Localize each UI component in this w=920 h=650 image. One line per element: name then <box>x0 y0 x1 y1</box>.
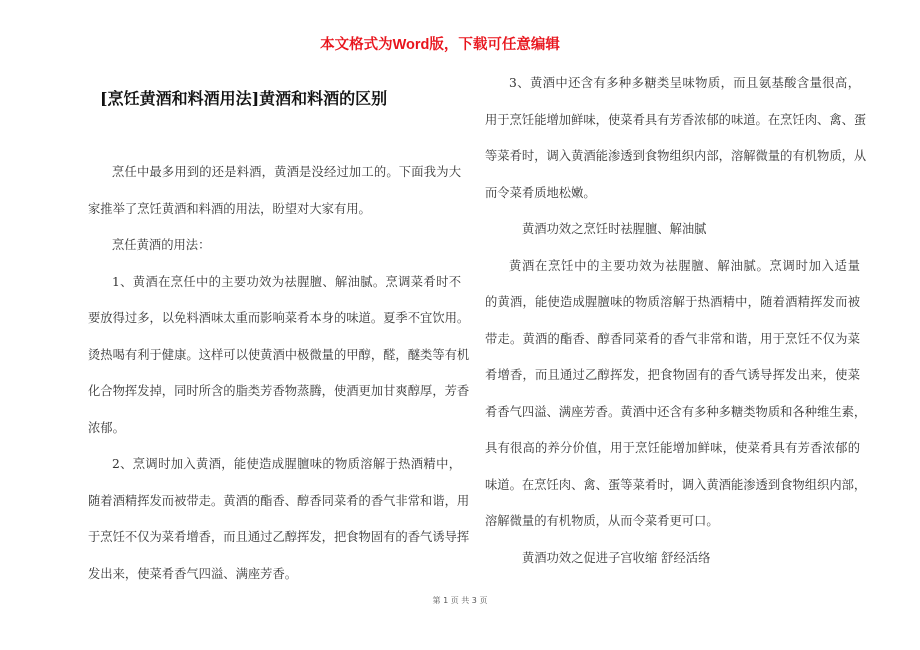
text-line: 黄酒功效之烹饪时祛腥膻、解油腻 <box>522 222 707 236</box>
text-line: 黄酒在烹饪中的主要功效为祛腥膻、解油腻。烹调时加入适量 <box>509 258 860 273</box>
text-line: 溶解微量的有机物质，从而令菜肴更可口。 <box>485 514 719 528</box>
text-line: 烫热喝有利于健康。这样可以使黄酒中极微量的甲醇，醛，醚类等有机 <box>88 347 470 362</box>
section-heading <box>485 540 860 577</box>
text-line: 肴增香，而且通过乙醇挥发，把食物固有的香气诱导挥发出来，使菜 <box>485 368 860 382</box>
paragraph <box>88 227 461 264</box>
text-line: 黄酒功效之促进子宫收缩 舒经活络 <box>522 550 711 565</box>
text-line: 发出来，使菜肴香气四溢、满座芳香。 <box>88 566 298 581</box>
paragraph <box>88 446 470 592</box>
text-line: 要放得过多，以免料酒味太重而影响菜肴本身的味道。夏季不宜饮用。 <box>88 311 470 325</box>
text-line: 烹任黄酒的用法： <box>112 238 211 252</box>
text-line: 肴香气四溢、满座芳香。黄酒中还含有多种多糖类物质和各种维生素， <box>485 404 867 419</box>
text-line: 味道。在烹饪肉、禽、蛋等菜肴时，调入黄酒能渗透到食物组织内部， <box>485 477 867 492</box>
paragraph <box>88 264 470 447</box>
text-line: 而令菜肴质地松嫩。 <box>485 185 596 200</box>
left-column <box>88 154 470 592</box>
text-line: 于烹饪不仅为菜肴增香，而且通过乙醇挥发，把食物固有的香气诱导挥 <box>88 530 470 544</box>
document-title: [烹饪黄酒和料酒用法]黄酒和料酒的区别 <box>100 89 388 108</box>
paragraph <box>485 248 867 540</box>
paragraph <box>485 65 867 211</box>
right-column <box>485 65 867 576</box>
text-line: 浓郁。 <box>88 420 125 435</box>
text-line: 3、黄酒中还含有多种多糖类呈味物质，而且氨基酸含量很高， <box>509 76 860 90</box>
paragraph <box>88 154 461 227</box>
text-line: 家推举了烹饪黄酒和料酒的用法，盼望对大家有用。 <box>88 201 371 216</box>
text-line: 带走。黄酒的酯香、醇香同菜肴的香气非常和谐，用于烹饪不仅为菜 <box>485 331 860 346</box>
text-line: 烹任中最多用到的还是料酒，黄酒是没经过加工的。下面我为大 <box>112 165 461 179</box>
text-line: 用于烹饪能增加鲜味，使菜肴具有芳香浓郁的味道。在烹饪肉、禽、蛋 <box>485 112 867 127</box>
text-line: 的黄酒，能使造成腥膻味的物质溶解于热酒精中，随着酒精挥发而被 <box>485 295 860 309</box>
section-heading <box>485 211 860 248</box>
text-line: 等菜肴时，调入黄酒能渗透到食物组织内部，溶解微量的有机物质，从 <box>485 149 867 163</box>
page-number-footer: 第 1 页 共 3 页 <box>432 596 488 605</box>
text-line: 化合物挥发掉，同时所含的脂类芳香物蒸腾，使酒更加甘爽醇厚，芳香 <box>88 384 470 398</box>
word-format-banner: 本文格式为Word版，下载可任意编辑 <box>320 37 560 53</box>
text-line: 具有很高的养分价值，用于烹饪能增加鲜味，使菜肴具有芳香浓郁的 <box>485 441 860 455</box>
text-line: 1、黄酒在烹任中的主要功效为祛腥膻、解油腻。烹调菜肴时不 <box>112 274 461 289</box>
text-line: 随着酒精挥发而被带走。黄酒的酯香、醇香同菜肴的香气非常和谐，用 <box>88 493 470 508</box>
text-line: 2、烹调时加入黄酒，能使造成腥膻味的物质溶解于热酒精中， <box>112 457 461 471</box>
